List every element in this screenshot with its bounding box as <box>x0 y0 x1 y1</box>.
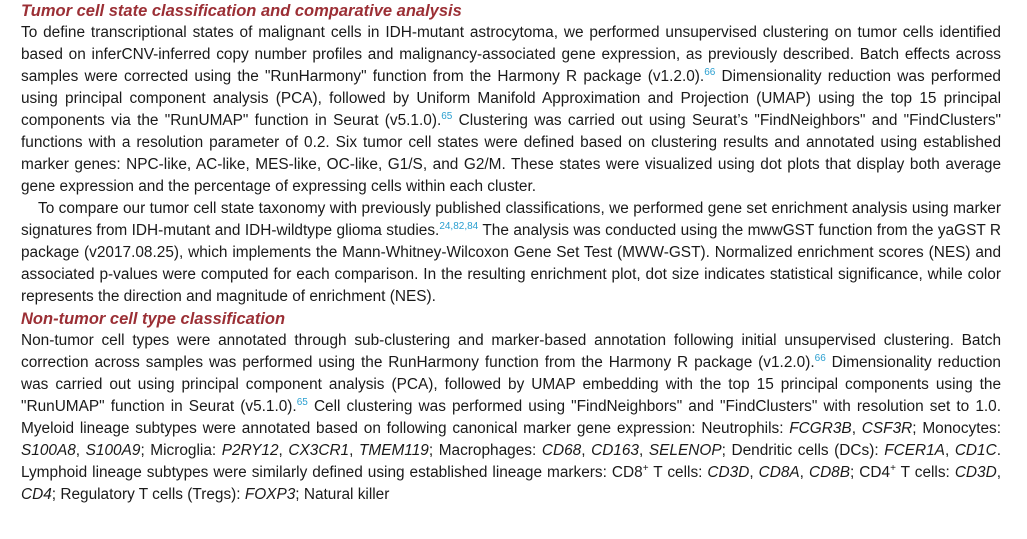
paragraph-comparative-analysis: To compare our tumor cell state taxonomy with previously published classifications, we performed gene set enrichment analysis using marker signatures from IDH-mutant and IDH-wildtype glioma studies.$^{24,82,84}$ The analysis was conducted using the mwwGST function from the yaGST R package (v2017.08.25), which implements the Mann-Whitney-Wilcoxon Gene Set Test (MWW-GST). Normalized enrichment scores (NES) and associated p-values were computed for each comparison. In the resulting enrichment plot, dot size indicates statistical significance, while color represents the direction and magnitude of enrichment (NES). <box>21 200 1001 305</box>
gene-name: TMEM119 <box>359 442 429 459</box>
gene-name: CD1C <box>954 442 997 459</box>
citation-link[interactable]: 65 <box>296 397 308 408</box>
gene-name: CD163 <box>591 442 639 459</box>
gene-name: CD68 <box>541 442 582 459</box>
superscript: + <box>890 463 896 474</box>
gene-name: P2RY12 <box>221 442 279 459</box>
section-heading-tumor-cell-state: Tumor cell state classification and comparative analysis <box>21 2 462 20</box>
citation-link[interactable]: 65 <box>441 111 453 122</box>
superscript: + <box>642 463 649 474</box>
section-heading-non-tumor-cell-type: Non-tumor cell type classification <box>21 310 286 328</box>
gene-name: FCER1A <box>884 442 945 459</box>
gene-name: S100A9 <box>85 442 141 459</box>
gene-name: CX3CR1 <box>288 442 350 459</box>
paragraph-tumor-cell-state: To define transcriptional states of malignant cells in IDH-mutant astrocytoma, we performed unsupervised clustering on tumor cells identified based on inferCNV-inferred copy number profiles and malignancy-associated gene expression, as previously described. Batch effects across samples were corrected using the "RunHarmony" function from the Harmony R package (v1.2.0).$^{66}$ Dimensionality reduction was performed using principal component analysis (PCA), followed by Uniform Manifold Approximation and Projection (UMAP) using the top 15 principal components via the "RunUMAP" function in Seurat (v5.1.0).$^{65}$ Clustering was carried out using Seurat’s "FindNeighbors" and "FindClusters" functions with a resolution parameter of 0.2. Six tumor cell states were defined based on clustering results and annotated using established marker genes: NPC-like, AC-like, MES-like, OC-like, G1/S, and G2/M. These states were visualized using dot plots that display both average gene expression and the percentage of expressing cells within each cluster. <box>21 24 1001 195</box>
paragraph-non-tumor-cell-type: Non-tumor cell types were annotated through sub-clustering and marker-based annotation following initial unsupervised clustering. Batch correction across samples was performed using the RunHarmony function from the Harmony R package (v1.2.0).$^{66}$ Dimensionality reduction was carried out using principal component analysis (PCA), followed by UMAP embedding with the top 15 principal components using the "RunUMAP" function in Seurat (v5.1.0).$^{65}$ Cell clustering was performed using "FindNeighbors" and "FindClusters" with resolution set to 1.0. Myeloid lineage subtypes were annotated based on following canonical marker gene expression: Neutrophils: FCGR3B, CSF3R; Monocytes: S100A8, S100A9; Microglia: P2RY12, CX3CR1, TMEM119; Macrophages: CD68, CD163, SELENOP; Dendritic cells (DCs): FCER1A, CD1C. Lymphoid lineage subtypes were similarly defined using established lineage markers: CD8+ T cells: CD3D, CD8A, CD8B; CD4+ T cells: CD3D, CD4; Regulatory T cells (Tregs): FOXP3; Natural killer <box>21 332 1002 503</box>
gene-name: CD8B <box>808 464 851 481</box>
citation-link[interactable]: 66 <box>704 67 716 78</box>
citation-link[interactable]: 66 <box>814 353 826 364</box>
gene-name: CD3D <box>707 464 750 481</box>
gene-name: CD3D <box>954 464 997 481</box>
gene-name: CD4 <box>21 486 52 503</box>
citation-link[interactable]: 24,82,84 <box>439 221 479 232</box>
gene-name: SELENOP <box>648 442 722 459</box>
gene-name: CSF3R <box>861 420 913 437</box>
document-page <box>21 0 1001 506</box>
gene-name: FOXP3 <box>244 486 296 503</box>
gene-name: S100A8 <box>21 442 76 459</box>
gene-name: FCGR3B <box>789 420 852 437</box>
gene-name: CD8A <box>758 464 800 481</box>
